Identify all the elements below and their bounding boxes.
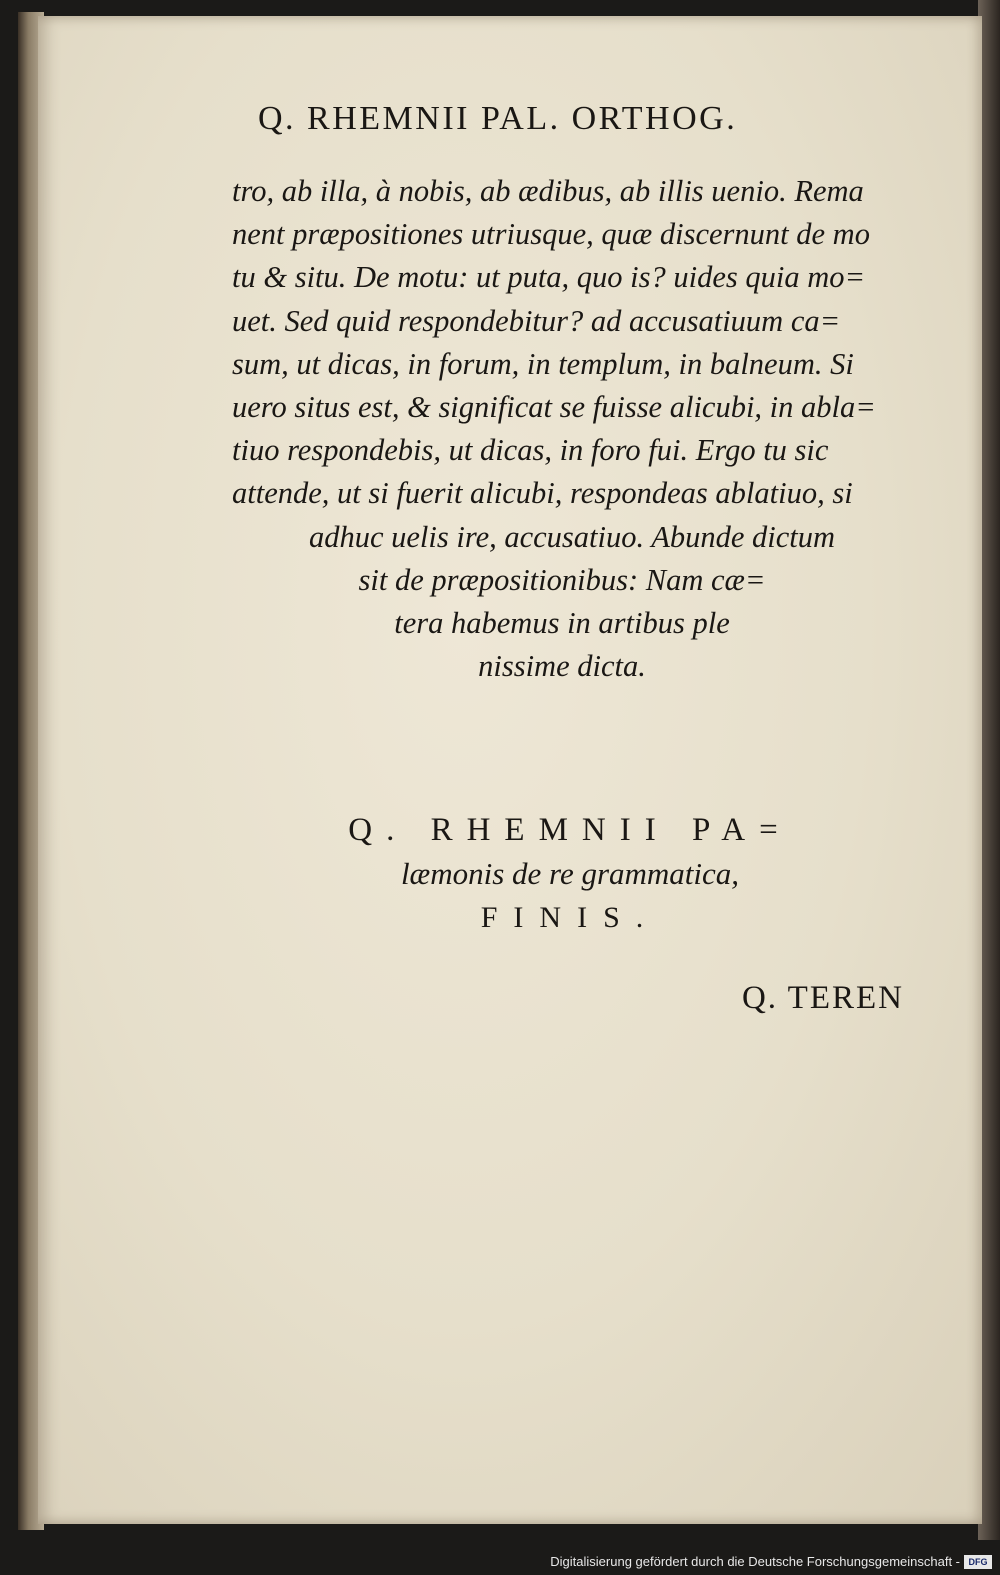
dfg-logo: DFG — [964, 1555, 992, 1569]
colophon-title: Q. RHEMNII PA= — [348, 812, 792, 848]
colophon — [240, 808, 900, 940]
colophon-finis: FINIS. — [480, 901, 660, 934]
text-line: tu & situ. De motu: ut puta, quo is? uides quia mo= — [232, 260, 866, 295]
running-header: Q. RHEMNII PAL. ORTHOG. — [258, 100, 738, 137]
funnel-line: nissime dicta. — [478, 649, 646, 684]
colophon-subtitle: læmonis de re grammatica, — [400, 856, 740, 891]
funnel-line: sit de præpositionibus: Nam cæ= — [358, 562, 766, 597]
text-line: sum, ut dicas, in forum, in templum, in balneum. Si — [232, 346, 854, 381]
text-line: uero situs est, & significat se fuisse alicubi, in abla= — [232, 389, 876, 424]
footer-bar — [0, 1549, 1000, 1575]
text-line: uet. Sed quid respondebitur? ad accusatiuum ca= — [232, 303, 841, 338]
catchword: Q. TEREN — [741, 980, 904, 1016]
funnel-ending — [232, 516, 932, 689]
text-line: attende, ut si fuerit alicubi, respondeas ablatiuo, si — [232, 476, 853, 511]
text-line: nent præpositiones utriusque, quæ discernunt de mo — [232, 217, 870, 252]
text-line: tiuo respondebis, ut dicas, in foro fui. Ergo tu sic — [232, 433, 829, 468]
text-line: tro, ab illa, à nobis, ab ædibus, ab illis uenio. Rema — [232, 174, 864, 208]
funnel-line: adhuc uelis ire, accusatiuo. Abunde dictum — [308, 519, 836, 554]
body-text — [232, 170, 932, 688]
funnel-line: tera habemus in artibus ple — [394, 605, 730, 640]
funding-credit: Digitalisierung gefördert durch die Deutsche Forschungsgemeinschaft - — [550, 1554, 960, 1569]
